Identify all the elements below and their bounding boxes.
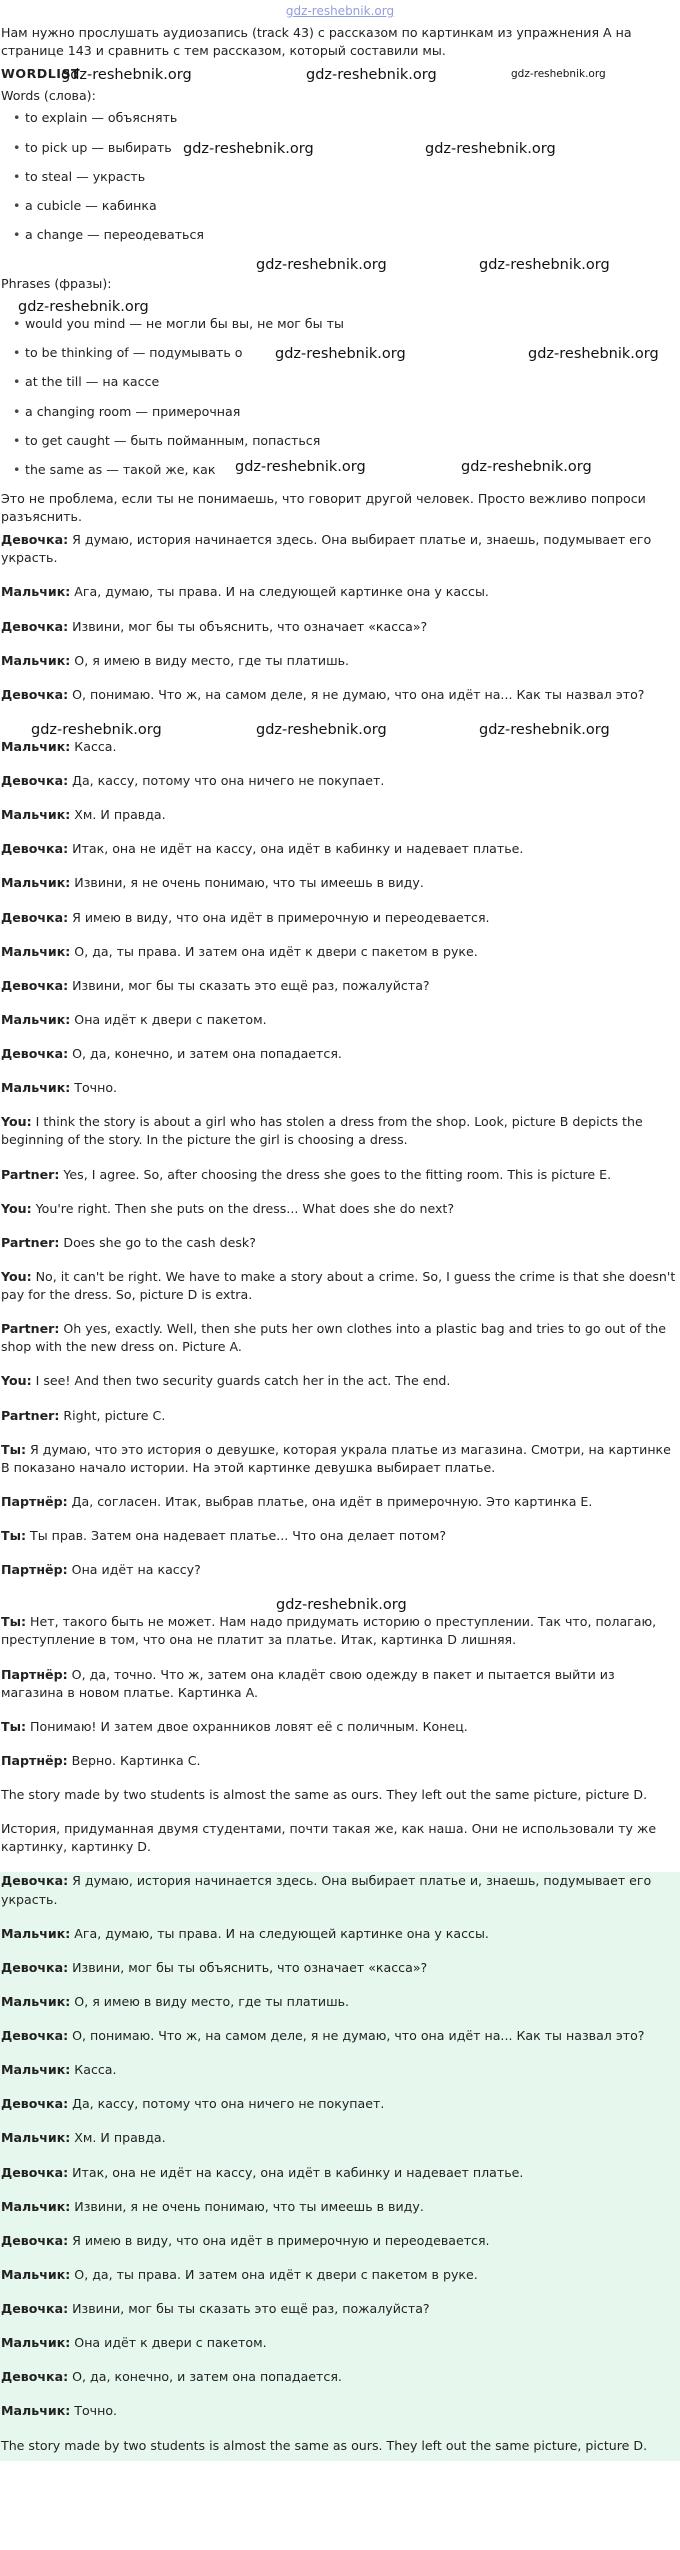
dialogue-line [1,874,676,892]
line-text: Итак, она не идёт на кассу, она идёт в кабинку и надевает платье. [68,2164,524,2180]
dialogue-line [1,943,676,961]
line-text: Хм. И правда. [70,807,166,823]
dialogue-line [1,1441,676,1477]
line-text: Точно. [70,2403,118,2419]
watermark: gdz-reshebnik.org [31,721,162,738]
line-text: No, it can't be right. We have to make a story about a crime. So, I guess the crime is that she doesn't pay for the dress. So, picture D is extra. [1,1268,676,1302]
speaker: Partner: [1,1407,60,1423]
dialogue-line [1,840,676,858]
dialogue-line [1,1925,676,1943]
speaker: Партнёр: [1,1493,68,1509]
speaker: Мальчик: [1,2266,71,2282]
line-text: О, да, точно. Что ж, затем она кладёт свою одежду в пакет и пытается выйти из магазина в новом платье. Картинка A. [1,1666,615,1700]
line-text: Касса. [70,2062,117,2078]
dialogue-line [1,531,676,567]
line-text: Итак, она не идёт на кассу, она идёт в кабинку и надевает платье. [68,841,524,857]
speaker: Девочка: [1,2301,69,2316]
line-text: Does she go to the cash desk? [59,1234,256,1250]
summary-en-repeat: The story made by two students is almost the same as ours. They left out the same picture, picture D. [1,2437,648,2453]
speaker: Мальчик: [1,875,71,891]
dialogue-line [1,2129,676,2147]
line-text: Хм. И правда. [70,2130,166,2146]
speaker: You: [1,1114,32,1130]
line-text: Ага, думаю, ты права. И на следующей картинке она у кассы. [70,1925,489,1941]
summary-en: The story made by two students is almost the same as ours. They left out the same picture, picture D. [1,1787,648,1802]
watermark: gdz-reshebnik.org [528,346,659,363]
speaker: Мальчик: [1,738,71,754]
dialogue-line [1,1166,676,1184]
site-link[interactable]: gdz-reshebnik.org [285,4,395,18]
watermark: gdz-reshebnik.org [306,67,437,84]
dialogue-line [1,1372,676,1390]
line-text: О, я имею в виду место, где ты платишь. [70,1993,350,2009]
dialogue-line [1,583,676,601]
watermark: gdz-reshebnik.org [61,67,192,84]
dialogue-line [1,2368,676,2386]
watermark-line [1,255,676,273]
content [0,24,680,2461]
speaker: Девочка: [1,2232,69,2248]
speaker: Девочка: [1,2164,69,2180]
explain-note: Это не проблема, если ты не понимаешь, что говорит другой человек. Просто вежливо попроси разъяснить. [1,490,646,524]
word-item: to explain — объяснять [25,110,178,126]
line-text: Она идёт на кассу? [67,1562,201,1578]
line-text: О, да, конечно, и затем она попадается. [68,2369,342,2385]
speaker: Мальчик: [1,2403,71,2419]
line-text: Я думаю, история начинается здесь. Она выбирает платье и, знаешь, подумывает его украсть. [1,1873,652,1907]
dialogue-line [1,2232,676,2250]
speaker: Партнёр: [1,1562,68,1578]
line-text: Я думаю, что это история о девушке, которая украла платье из магазина. Смотри, на картинке B показано начало истории. На этой картинке девушка выбирает платье. [1,1441,671,1475]
dialogue-line [1,686,676,704]
watermark: gdz-reshebnik.org [183,140,314,157]
dialogue-line [1,2266,676,2284]
dialogue-line [1,1079,676,1097]
line-text: Извини, я не очень понимаю, что ты имеешь в виду. [70,875,424,891]
line-text: О, понимаю. Что ж, на самом деле, я не думаю, что она идёт на... Как ты назвал это? [68,2028,645,2043]
dialogue-line [1,2334,676,2352]
dialogue-line [1,1993,676,2011]
phrase-item: the same as — такой же, как [25,461,216,477]
speaker: Мальчик: [1,1080,71,1096]
dialogue-line [1,1613,676,1649]
watermark: gdz-reshebnik.org [461,458,592,475]
speaker: Мальчик: [1,652,71,668]
dialogue-line [1,1320,676,1356]
list-item [13,432,676,450]
line-text: Извини, мог бы ты объяснить, что означает «касса»? [68,618,428,634]
speaker: Ты: [1,1718,27,1734]
speaker: Девочка: [1,1959,69,1975]
dialogue-line [1,1527,676,1545]
line-text: Ты прав. Затем она надевает платье... Что она делает потом? [26,1528,447,1543]
line-text: Я имею в виду, что она идёт в примерочную и переодевается. [68,2232,490,2248]
speaker: Девочка: [1,977,69,993]
summary-ru: История, придуманная двумя студентами, почти такая же, как наша. Они не использовали ту же картинку, картинку D. [1,1821,657,1855]
speaker: Мальчик: [1,2335,71,2351]
line-text: Она идёт к двери с пакетом. [70,1011,267,1027]
speaker: Мальчик: [1,1925,71,1941]
watermark: gdz-reshebnik.org [425,140,556,157]
speaker: You: [1,1268,32,1284]
word-item: a change — переодеваться [25,226,204,242]
line-text: Извини, мог бы ты сказать это ещё раз, пожалуйста? [68,2301,430,2316]
line-text: Извини, мог бы ты объяснить, что означает «касса»? [68,1959,428,1975]
speaker: Мальчик: [1,807,71,823]
line-text: Yes, I agree. So, after choosing the dress she goes to the fitting room. This is picture E. [59,1166,612,1182]
line-text: Она идёт к двери с пакетом. [70,2335,267,2351]
phrase-item: would you mind — не могли бы вы, не мог бы ты [25,316,344,332]
dialogue-en [1,1113,676,1424]
line-text: Нет, такого быть не может. Нам надо придумать историю о преступлении. Так что, полагаю, преступление в том, что она не платит за платье. Итак, картинка D лишняя. [1,1614,657,1648]
phrase-item: to be thinking of — подумывать о [25,345,243,361]
speaker: Партнёр: [1,1752,68,1768]
line-text: Да, согласен. Итак, выбрав платье, она идёт в примерочную. Это картинка E. [67,1493,593,1509]
watermark-line [1,297,676,315]
line-text: Извини, я не очень понимаю, что ты имеешь в виду. [70,2198,424,2214]
speaker: Девочка: [1,2096,69,2112]
list-item [13,226,676,244]
dialogue-line [1,772,676,790]
dialogue-line [1,977,676,995]
watermark: gdz-reshebnik.org [275,346,406,363]
speaker: Мальчик: [1,943,71,959]
site-header [0,0,680,24]
speaker: Partner: [1,1321,60,1337]
list-item [13,458,676,479]
dialogue-line [1,2027,676,2045]
line-text: Извини, мог бы ты сказать это ещё раз, пожалуйста? [68,977,430,993]
dialogue-ru-2 [1,1441,676,1770]
wordlist-line [1,65,676,85]
dialogue-line [1,1113,676,1149]
dialogue-line [1,1234,676,1252]
line-text: О, да, ты права. И затем она идёт к двери с пакетом в руке. [70,2266,478,2282]
intro-paragraph: Нам нужно прослушать аудиозапись (track 43) с рассказом по картинкам из упражнения A на странице 143 и сравнить с тем рассказом, который составили мы. [1,25,632,59]
line-text: Да, кассу, потому что она ничего не покупает. [68,773,385,788]
list-item [13,109,676,127]
dialogue-line [1,1407,676,1425]
dialogue-line [1,1718,676,1736]
line-text: Я имею в виду, что она идёт в примерочную и переодевается. [68,909,490,925]
line-text: О, понимаю. Что ж, на самом деле, я не думаю, что она идёт на... Как ты назвал это? [68,686,645,702]
speaker: Мальчик: [1,584,71,600]
line-text: Oh yes, exactly. Well, then she puts her own clothes into a plastic bag and tries to go out of the shop with the new dress on. Picture A. [1,1321,667,1355]
speaker: Девочка: [1,618,69,634]
line-text: О, да, ты права. И затем она идёт к двери с пакетом в руке. [70,943,478,959]
speaker: Мальчик: [1,1993,71,2009]
dialogue-line [1,1011,676,1029]
dialogue-line [1,909,676,927]
speaker: Мальчик: [1,1011,71,1027]
watermark: gdz-reshebnik.org [256,721,387,738]
wordlist-label: WORDLIST [1,66,81,82]
speaker: Девочка: [1,532,69,548]
speaker: Мальчик: [1,2062,71,2078]
dialogue-line [1,652,676,670]
line-text: You're right. Then she puts on the dress... What does she do next? [31,1200,455,1216]
line-text: Right, picture C. [59,1407,166,1423]
watermark-line [1,720,676,738]
phrases-list [1,315,676,479]
line-text: I think the story is about a girl who has stolen a dress from the shop. Look, picture B depicts the beginning of the story. In the picture the girl is choosing a dress. [1,1114,643,1148]
speaker: Девочка: [1,1046,69,1061]
line-text: Точно. [70,1080,118,1096]
speaker: You: [1,1373,32,1389]
phrase-item: at the till — на кассе [25,374,160,390]
speaker: Мальчик: [1,2198,71,2214]
dialogue-line [1,1493,676,1511]
line-text: I see! And then two security guards catch her in the act. The end. [31,1373,451,1389]
dialogue-line [1,1561,676,1579]
dialogue-ru [1,531,676,1097]
speaker: Девочка: [1,2028,69,2043]
list-item [13,403,676,421]
dialogue-line [1,2198,676,2216]
list-item [13,315,676,333]
speaker: Девочка: [1,909,69,925]
line-text: Верно. Картинка C. [67,1752,201,1768]
word-item: a cubicle — кабинка [25,197,157,213]
watermark-line [1,1595,676,1613]
answer-block [0,1872,680,2460]
list-item [13,139,676,157]
dialogue-line [1,806,676,824]
watermark: gdz-reshebnik.org [256,257,387,273]
speaker: Девочка: [1,841,69,857]
watermark: gdz-reshebnik.org [276,1597,407,1614]
speaker: Девочка: [1,773,69,788]
speaker: Девочка: [1,2369,69,2385]
dialogue-line [1,1268,676,1304]
dialogue-line [1,1872,676,1908]
speaker: Партнёр: [1,1666,68,1682]
line-text: Понимаю! И затем двое охранников ловят её с поличным. Конец. [26,1718,468,1734]
speaker: Девочка: [1,1873,69,1889]
words-title: Words (слова): [1,88,96,104]
speaker: Ты: [1,1614,27,1630]
speaker: Ты: [1,1528,27,1543]
word-item: to steal — украсть [25,168,146,184]
words-list [1,109,676,244]
line-text: О, да, конечно, и затем она попадается. [68,1046,342,1061]
line-text: Я думаю, история начинается здесь. Она выбирает платье и, знаешь, подумывает его украсть. [1,532,652,566]
dialogue-line [1,618,676,636]
list-item [13,168,676,186]
list-item [13,373,676,391]
watermark: gdz-reshebnik.org [18,299,149,316]
speaker: Мальчик: [1,2130,71,2146]
line-text: О, я имею в виду место, где ты платишь. [70,652,350,668]
line-text: Касса. [70,738,117,754]
list-item [13,344,676,362]
word-item: to pick up — выбирать [25,139,172,155]
watermark: gdz-reshebnik.org [511,68,606,81]
watermark: gdz-reshebnik.org [235,458,366,475]
dialogue-line [1,1752,676,1770]
dialogue-line [1,1045,676,1063]
speaker: You: [1,1200,32,1216]
dialogue-line [1,2095,676,2113]
phrase-item: a changing room — примерочная [25,403,241,419]
speaker: Partner: [1,1234,60,1250]
line-text: Ага, думаю, ты права. И на следующей картинке она у кассы. [70,584,489,600]
speaker: Девочка: [1,686,69,702]
speaker: Ты: [1,1441,27,1457]
watermark: gdz-reshebnik.org [479,721,610,738]
phrase-item: to get caught — быть пойманным, попасться [25,432,321,448]
dialogue-line [1,2061,676,2079]
dialogue-line [1,2300,676,2318]
line-text: Да, кассу, потому что она ничего не покупает. [68,2096,385,2112]
dialogue-line [1,2402,676,2420]
dialogue-line [1,2164,676,2182]
dialogue-line [1,1666,676,1702]
phrases-title: Phrases (фразы): [1,276,112,291]
watermark: gdz-reshebnik.org [479,257,610,273]
dialogue-line [1,1959,676,1977]
list-item [13,197,676,215]
dialogue-line [1,1200,676,1218]
speaker: Partner: [1,1166,60,1182]
